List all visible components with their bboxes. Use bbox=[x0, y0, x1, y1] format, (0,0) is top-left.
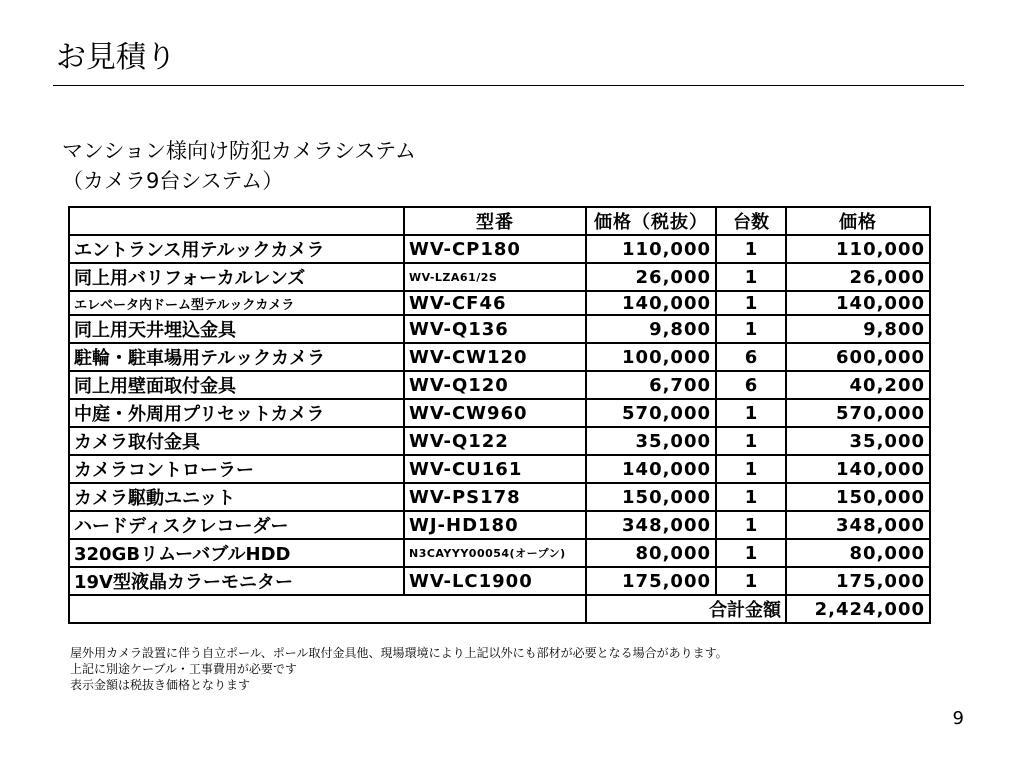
note-line: 屋外用カメラ設置に伴う自立ポール、ポール取付金具他、現場環境により上記以外にも部材が必要となる場合があります。 bbox=[70, 646, 728, 660]
table-row bbox=[69, 235, 930, 263]
subtitle bbox=[62, 136, 416, 196]
table-row bbox=[69, 399, 930, 427]
row-model: WV-CW960 bbox=[404, 399, 586, 427]
row-model: WV-PS178 bbox=[404, 483, 586, 511]
row-model: WV-Q120 bbox=[404, 371, 586, 399]
row-unit-price: 348,000 bbox=[586, 511, 716, 539]
row-unit-price: 80,000 bbox=[586, 539, 716, 567]
row-amount: 600,000 bbox=[786, 343, 930, 371]
row-qty: 6 bbox=[716, 371, 786, 399]
row-qty: 1 bbox=[716, 567, 786, 595]
row-amount: 40,200 bbox=[786, 371, 930, 399]
table-row bbox=[69, 567, 930, 595]
table-row bbox=[69, 455, 930, 483]
row-amount: 9,800 bbox=[786, 315, 930, 343]
table-row bbox=[69, 483, 930, 511]
page-number: 9 bbox=[952, 708, 964, 729]
row-unit-price: 150,000 bbox=[586, 483, 716, 511]
row-qty: 1 bbox=[716, 235, 786, 263]
row-name: 中庭・外周用プリセットカメラ bbox=[69, 399, 404, 427]
header-amount: 価格 bbox=[786, 207, 930, 235]
table-row bbox=[69, 427, 930, 455]
row-amount: 140,000 bbox=[786, 455, 930, 483]
row-qty: 1 bbox=[716, 511, 786, 539]
row-qty: 1 bbox=[716, 291, 786, 315]
row-name: 同上用バリフォーカルレンズ bbox=[69, 263, 404, 291]
row-amount: 110,000 bbox=[786, 235, 930, 263]
header-qty: 台数 bbox=[716, 207, 786, 235]
header-name bbox=[69, 207, 404, 235]
note-line: 上記に別途ケーブル・工事費用が必要です bbox=[70, 662, 297, 676]
row-name: カメラコントローラー bbox=[69, 455, 404, 483]
row-amount: 35,000 bbox=[786, 427, 930, 455]
row-model: WV-LZA61/2S bbox=[404, 263, 586, 291]
row-name: 320GBリムーバブルHDD bbox=[69, 539, 404, 567]
row-name: 19V型液晶カラーモニター bbox=[69, 567, 404, 595]
row-model: WV-CW120 bbox=[404, 343, 586, 371]
row-qty: 1 bbox=[716, 483, 786, 511]
row-unit-price: 175,000 bbox=[586, 567, 716, 595]
row-amount: 26,000 bbox=[786, 263, 930, 291]
row-model: WV-CU161 bbox=[404, 455, 586, 483]
row-name: 同上用壁面取付金具 bbox=[69, 371, 404, 399]
row-amount: 348,000 bbox=[786, 511, 930, 539]
total-label: 合計金額 bbox=[586, 595, 786, 623]
row-unit-price: 9,800 bbox=[586, 315, 716, 343]
row-unit-price: 100,000 bbox=[586, 343, 716, 371]
notes bbox=[70, 645, 728, 693]
total-amount: 2,424,000 bbox=[786, 595, 930, 623]
row-model: N3CAYYY00054(オープン) bbox=[404, 539, 586, 567]
row-qty: 1 bbox=[716, 315, 786, 343]
row-qty: 1 bbox=[716, 539, 786, 567]
row-unit-price: 35,000 bbox=[586, 427, 716, 455]
row-amount: 150,000 bbox=[786, 483, 930, 511]
row-unit-price: 6,700 bbox=[586, 371, 716, 399]
estimate-table bbox=[68, 206, 931, 624]
note-line: 表示金額は税抜き価格となります bbox=[70, 678, 251, 692]
row-amount: 175,000 bbox=[786, 567, 930, 595]
row-qty: 1 bbox=[716, 455, 786, 483]
table-row bbox=[69, 315, 930, 343]
header-model: 型番 bbox=[404, 207, 586, 235]
table-header-row bbox=[69, 207, 930, 235]
row-name: カメラ取付金具 bbox=[69, 427, 404, 455]
row-name: 同上用天井埋込金具 bbox=[69, 315, 404, 343]
total-empty-cell bbox=[69, 595, 586, 623]
row-amount: 140,000 bbox=[786, 291, 930, 315]
header-unit-price: 価格（税抜） bbox=[586, 207, 716, 235]
row-qty: 1 bbox=[716, 399, 786, 427]
table-row bbox=[69, 291, 930, 315]
row-qty: 1 bbox=[716, 427, 786, 455]
row-name: 駐輪・駐車場用テルックカメラ bbox=[69, 343, 404, 371]
row-amount: 570,000 bbox=[786, 399, 930, 427]
row-model: WV-CF46 bbox=[404, 291, 586, 315]
row-qty: 1 bbox=[716, 263, 786, 291]
subtitle-line-2: （カメラ9台システム） bbox=[62, 169, 284, 193]
table-row bbox=[69, 539, 930, 567]
row-model: WV-LC1900 bbox=[404, 567, 586, 595]
row-model: WV-CP180 bbox=[404, 235, 586, 263]
row-qty: 6 bbox=[716, 343, 786, 371]
row-name: エントランス用テルックカメラ bbox=[69, 235, 404, 263]
slide-title: お見積り bbox=[56, 40, 176, 75]
row-model: WJ-HD180 bbox=[404, 511, 586, 539]
row-unit-price: 570,000 bbox=[586, 399, 716, 427]
row-name: ハードディスクレコーダー bbox=[69, 511, 404, 539]
table-row bbox=[69, 371, 930, 399]
table-row bbox=[69, 263, 930, 291]
subtitle-line-1: マンション様向け防犯カメラシステム bbox=[62, 139, 416, 163]
table-row bbox=[69, 511, 930, 539]
row-unit-price: 110,000 bbox=[586, 235, 716, 263]
row-name: カメラ駆動ユニット bbox=[69, 483, 404, 511]
table-row bbox=[69, 343, 930, 371]
row-unit-price: 140,000 bbox=[586, 455, 716, 483]
total-row bbox=[69, 595, 930, 623]
row-unit-price: 26,000 bbox=[586, 263, 716, 291]
row-name: エレベータ内ドーム型テルックカメラ bbox=[69, 291, 404, 315]
row-model: WV-Q122 bbox=[404, 427, 586, 455]
row-model: WV-Q136 bbox=[404, 315, 586, 343]
row-unit-price: 140,000 bbox=[586, 291, 716, 315]
row-amount: 80,000 bbox=[786, 539, 930, 567]
title-divider bbox=[53, 85, 964, 86]
